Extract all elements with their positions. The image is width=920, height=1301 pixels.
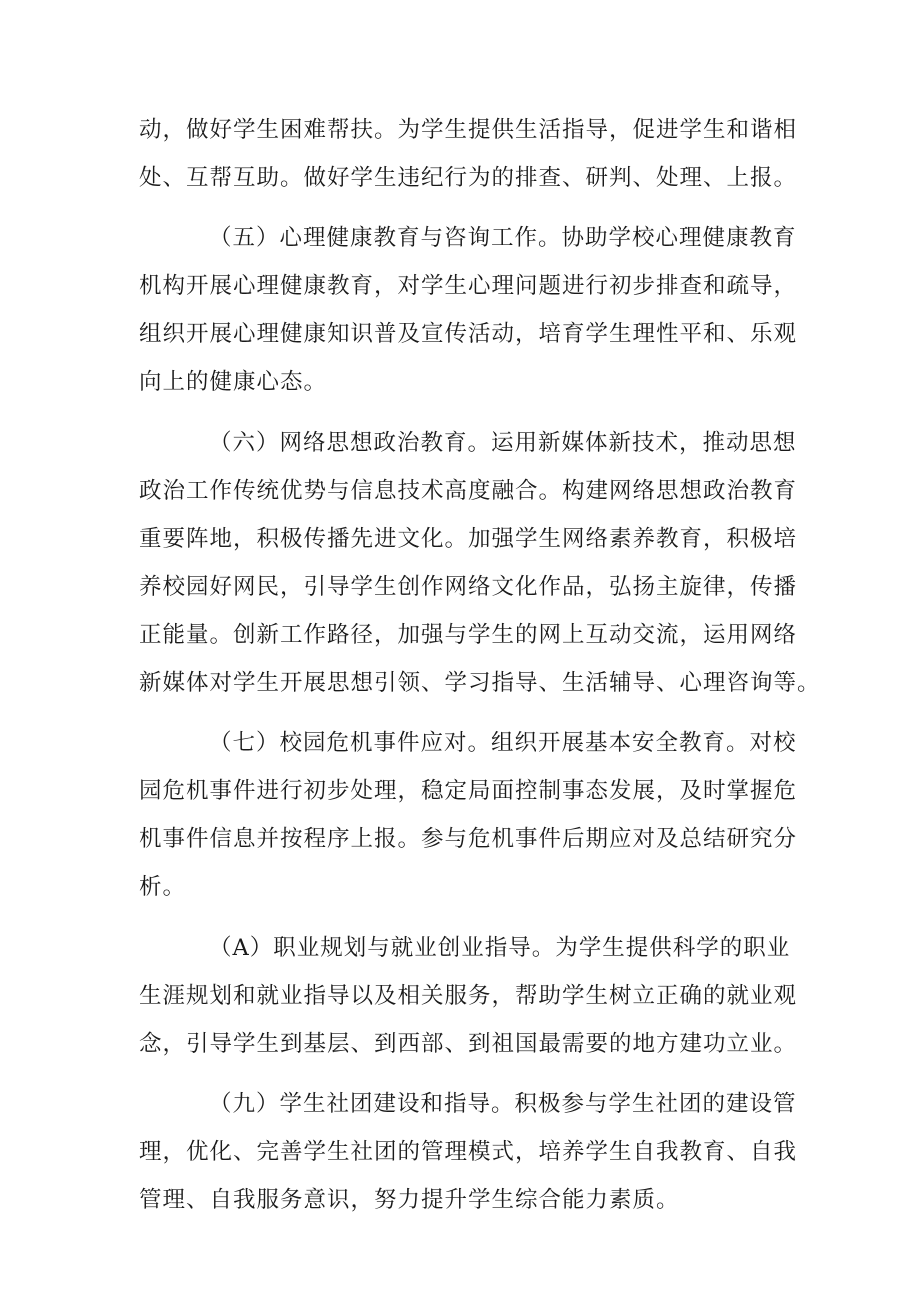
document-body — [139, 106, 821, 1224]
text-line: 重要阵地，积极传播先进文化。加强学生网络素养教育，积极培 — [139, 525, 798, 552]
text-line: 念，引导学生到基层、到西部、到祖国最需要的地方建功立业。 — [139, 1030, 798, 1057]
text-line: 新媒体对学生开展思想引领、学习指导、生活辅导、心理咨询等。 — [139, 670, 821, 697]
text-line: 养校园好网民，引导学生创作网络文化作品，弘扬主旋律，传播 — [139, 573, 798, 600]
text-line: 管理、自我服务意识，努力提升学生综合能力素质。 — [139, 1186, 680, 1213]
text-line: 向上的健康心态。 — [139, 369, 328, 396]
text-line: 机事件信息并按程序上报。参与危机事件后期应对及总结研究分 — [139, 826, 798, 853]
text-line: （六）网络思想政治教育。运用新媒体新技术，推动思想 — [209, 429, 797, 456]
text-line: （A）职业规划与就业创业指导。为学生提供科学的职业 — [209, 934, 791, 961]
text-line: 园危机事件进行初步处理，稳定局面控制事态发展，及时掌握危 — [139, 778, 798, 805]
paragraph-online-education — [139, 419, 821, 708]
paragraph-student-clubs — [139, 1080, 798, 1224]
paragraph-continuation — [139, 106, 798, 202]
text-line: 正能量。创新工作路径，加强与学生的网上互动交流，运用网络 — [139, 621, 798, 648]
paragraph-psychological-health — [139, 214, 798, 406]
text-line: （七）校园危机事件应对。组织开展基本安全教育。对校 — [209, 730, 797, 757]
text-line: 生涯规划和就业指导以及相关服务，帮助学生树立正确的就业观 — [139, 982, 798, 1009]
text-line: （五）心理健康教育与咨询工作。协助学校心理健康教育 — [209, 225, 797, 252]
text-line: 组织开展心理健康知识普及宣传活动，培育学生理性平和、乐观 — [139, 321, 798, 348]
text-line: 理，优化、完善学生社团的管理模式，培养学生自我教育、自我 — [139, 1138, 798, 1165]
paragraph-crisis-response — [139, 719, 798, 911]
text-line: 析。 — [139, 874, 187, 901]
text-line: 动，做好学生困难帮扶。为学生提供生活指导，促进学生和谐相 — [139, 117, 798, 143]
text-line: 政治工作传统优势与信息技术高度融合。构建网络思想政治教育 — [139, 477, 798, 504]
text-line: （九）学生社团建设和指导。积极参与学生社团的建设管 — [209, 1090, 797, 1117]
paragraph-career-guidance — [139, 924, 798, 1068]
text-line: 机构开展心理健康教育，对学生心理问题进行初步排查和疏导， — [139, 273, 798, 300]
text-line: 处、互帮互助。做好学生违纪行为的排查、研判、处理、上报。 — [139, 165, 798, 192]
